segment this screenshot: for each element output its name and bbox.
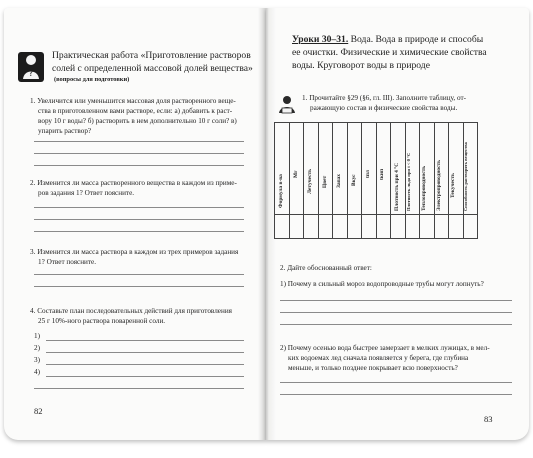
book-gutter-shadow [258, 8, 276, 440]
answer-line[interactable] [34, 153, 244, 154]
table-header-label: Вкус [351, 174, 357, 186]
question-4-line-1: 4. Составьте план последовательных действий для приготовления [30, 307, 232, 315]
table-header-label: Летучесть [307, 168, 313, 194]
answer-line[interactable] [34, 274, 244, 275]
question-3-line-2: 1? Ответ поясните. [38, 258, 97, 266]
answer-line[interactable] [280, 312, 512, 313]
table-header-label: tкип [379, 168, 385, 180]
table-cell[interactable] [391, 215, 406, 239]
plan-item-2-line[interactable] [46, 352, 244, 353]
plan-item-4-line[interactable] [46, 376, 244, 377]
table-header-label: Цвет [322, 175, 328, 188]
lesson-title-line-2: ее очистки. Физические и химические свойства [292, 47, 487, 58]
question-1-line-4: упарить раствор? [38, 127, 92, 135]
answer-line[interactable] [280, 382, 512, 383]
table-cell[interactable] [275, 215, 290, 239]
answer-line[interactable] [34, 286, 244, 287]
answer-line[interactable] [34, 219, 244, 220]
table-header-label: Mr [293, 170, 299, 178]
answer-line[interactable] [280, 324, 512, 325]
task-2-question-1: 1) Почему в сильный мороз водопроводные трубы могут лопнуть? [280, 280, 484, 288]
table-header-label: Формула в-ва [278, 174, 284, 208]
task-2-intro: 2. Дайте обоснованный ответ: [280, 264, 372, 272]
question-4-line-2: 25 г 10%-ного раствора поваренной соли. [38, 317, 166, 325]
task-2-question-2-line-3: меньше, и только позднее покрывает всю поверхность? [288, 364, 458, 372]
plan-item-2-label: 2) [34, 344, 40, 352]
lesson-title-line-1 [292, 34, 483, 46]
plan-item-3-line[interactable] [46, 364, 244, 365]
table-header-label: Плотность при 4 °C [394, 162, 400, 211]
table-cell[interactable] [463, 215, 478, 239]
table-header-label: tпл [365, 170, 371, 178]
plan-item-1-line[interactable] [46, 340, 244, 341]
answer-line[interactable] [280, 300, 512, 301]
book-spread [4, 8, 529, 450]
table-header-row [275, 123, 478, 215]
question-1-line-2: ства в приготовленном вами растворе, если: а) добавить к раст- [38, 107, 233, 115]
page-number-left: 82 [34, 406, 43, 416]
table-header-cell [362, 123, 377, 215]
question-2-line-2: ров задания 1? Ответ поясните. [38, 189, 135, 197]
table-cell[interactable] [449, 215, 464, 239]
table-header-label: Способность растворять вещества [463, 142, 468, 211]
answer-line[interactable] [34, 141, 244, 142]
task-1-line-1: 1. Прочитайте §29 (§6, гл. III). Заполните таблицу, от- [302, 94, 467, 102]
practical-title-line-2: солей с определенной массовой долей вещества» [52, 63, 253, 74]
table-cell[interactable] [333, 215, 348, 239]
answer-line[interactable] [34, 231, 244, 232]
question-2-line-1: 2. Изменится ли масса растворенного вещества в каждом из приме- [30, 179, 237, 187]
table-header-label: Плотность льда при t < 0 °C [406, 152, 411, 211]
table-header-label: Электропроводность [436, 159, 442, 211]
lesson-title-topic: Вода. Вода в природе и способы [350, 34, 484, 45]
task-2-question-2-line-1: 2) Почему осенью вода быстрее замерзает в мелких лужицах, в мел- [280, 344, 490, 352]
question-reading-person-icon [18, 52, 44, 82]
svg-text:?: ? [28, 69, 34, 79]
table-cell[interactable] [347, 215, 362, 239]
answer-line[interactable] [34, 207, 244, 208]
table-cell[interactable] [434, 215, 449, 239]
question-1-line-3: вору 10 г воды? б) растворить в нем дополнительно 10 г соли? в) [38, 117, 237, 125]
table-cell[interactable] [420, 215, 435, 239]
table-header-cell [318, 123, 333, 215]
table-header-cell [347, 123, 362, 215]
table-cell[interactable] [405, 215, 420, 239]
table-header-label: Текучесть [450, 173, 456, 198]
lesson-label: Уроки 30–31. [292, 34, 349, 45]
right-page [266, 8, 529, 440]
practical-title-line-1: Практическая работа «Приготовление растворов [52, 50, 251, 61]
table-header-cell [449, 123, 464, 215]
answer-line[interactable] [34, 388, 244, 389]
table-cell[interactable] [289, 215, 304, 239]
table-header-label: Теплопроводность [421, 165, 427, 211]
table-row [275, 215, 478, 239]
answer-line[interactable] [34, 165, 244, 166]
plan-item-1-label: 1) [34, 332, 40, 340]
lesson-title-line-3: воды. Круговорот воды в природе [292, 60, 430, 71]
table-cell[interactable] [304, 215, 319, 239]
page-number-right: 83 [484, 414, 493, 424]
practical-subtitle: (вопросы для подготовки) [54, 76, 130, 83]
table-header-cell [289, 123, 304, 215]
water-properties-table [274, 122, 478, 239]
reading-person-icon [276, 94, 298, 116]
question-3-line-1: 3. Изменится ли масса раствора в каждом из трех примеров задания [30, 248, 239, 256]
task-1-line-2: ражающую состав и физические свойства воды. [310, 104, 458, 112]
question-1-line-1: 1. Увеличится или уменьшится массовая доля растворенного веще- [30, 97, 236, 105]
table-header-cell [333, 123, 348, 215]
table-header-label: Запах [336, 174, 342, 188]
table-cell[interactable] [376, 215, 391, 239]
plan-item-4-label: 4) [34, 368, 40, 376]
task-2-question-2-line-2: ких водоемах лед сначала появляется у берега, где глубина [288, 354, 469, 362]
answer-line[interactable] [280, 394, 512, 395]
left-page [4, 8, 266, 440]
plan-item-3-label: 3) [34, 356, 40, 364]
table-cell[interactable] [362, 215, 377, 239]
table-cell[interactable] [318, 215, 333, 239]
